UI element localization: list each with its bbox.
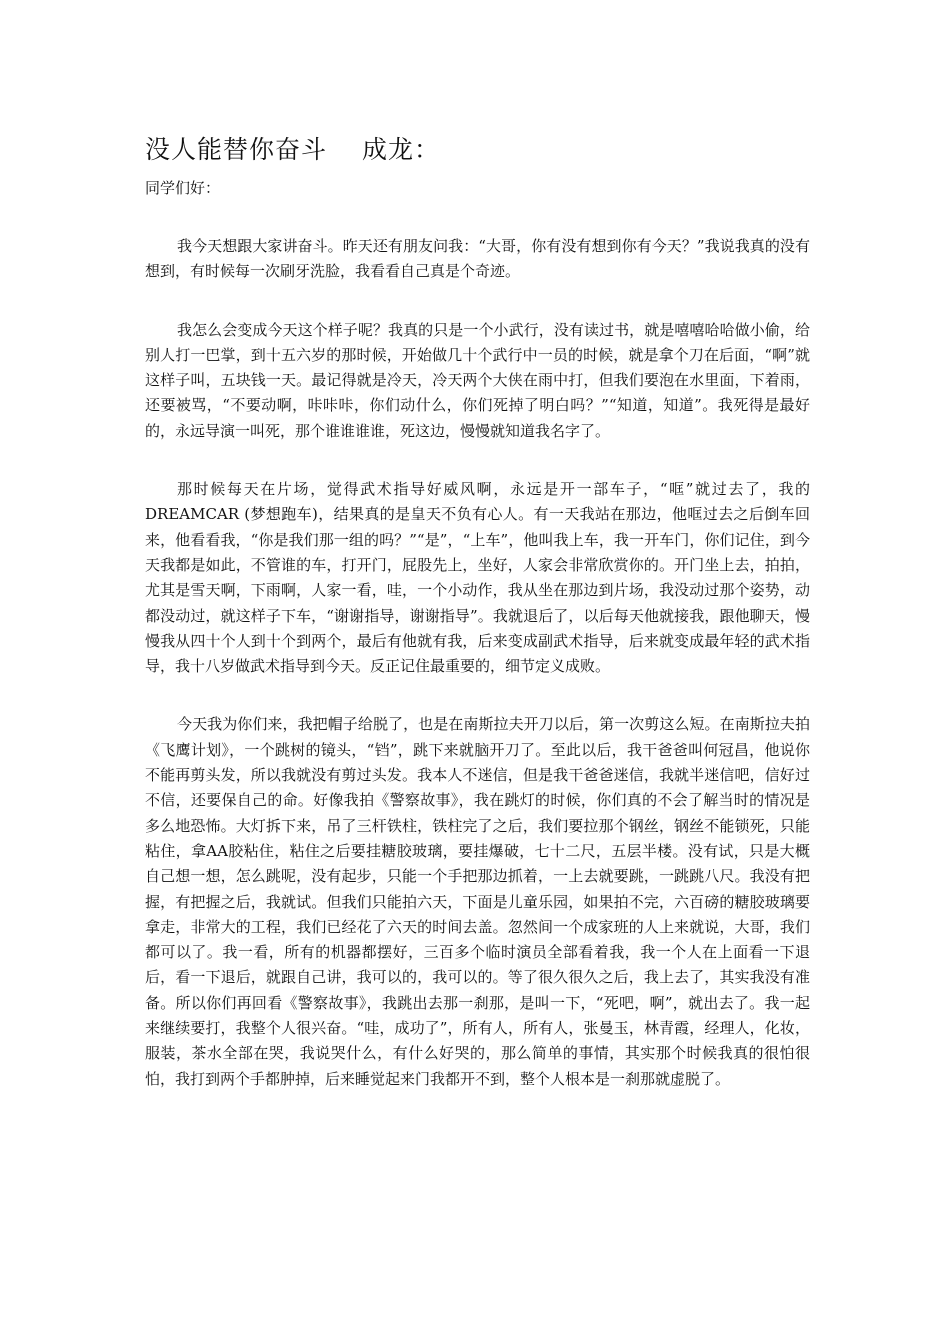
document-title: 没人能替你奋斗 成龙： xyxy=(145,135,440,164)
paragraph-2: 我怎么会变成今天这个样子呢？我真的只是一个小武行，没有读过书，就是嘻嘻哈哈做小偷，给别人打一巴掌，到十五六岁的那时候，开始做几十个武行中一员的时候，就是拿个刀在后面，“啊”就这样子叫，五块钱一天。最记得就是冷天，冷天两个大侠在雨中打，但我们要泡在水里面，下着雨，还要被骂，“不要动啊，咔咔咔，你们动什么，你们死掉了明白吗？”“知道，知道”。我死得是最好的，永远导演一叫死，那个谁谁谁谁，死这边，慢慢就知道我名字了。 xyxy=(145,320,810,440)
paragraph-4: 今天我为你们来，我把帽子给脱了，也是在南斯拉夫开刀以后，第一次剪这么短。在南斯拉夫拍《飞鹰计划》，一个跳树的镜头，“铛”，跳下来就脑开刀了。至此以后，我干爸爸叫何冠昌，他说你不能再剪头发，所以我就没有剪过头发。我本人不迷信，但是我干爸爸迷信，我就半迷信吧，信好过不信，还要保自己的命。好像我拍《警察故事》，我在跳灯的时候，你们真的不会了解当时的情况是多么地恐怖。大灯拆下来，吊了三杆铁柱，铁柱完了之后，我们要拉那个钢丝，钢丝不能锁死，只能粘住，拿AA胶粘住，粘住之后要挂糖胶玻璃，要挂爆破，七十二尺，五层半楼。没有试，只是大概自己想一想，怎么跳呢，没有起步，只能一个手把那边抓着，一上去就要跳，一跳跳八尺。我没有把握，有把握之后，我就试。但我们只能拍六天，下面是儿童乐园，如果拍不完，六百磅的糖胶玻璃要拿走，非常大的工程，我们已经花了六天的时间去盖。忽然间一个成家班的人上来就说，大哥，我们都可以了。我一看，所有的机器都摆好，三百多个临时演员全部看着我，我一个人在上面看一下退后，看一下退后，就跟自己讲，我可以的，我可以的。等了很久很久之后，我上去了，其实我没有准备。所以你们再回看《警察故事》，我跳出去那一刹那，是叫一下，“死吧，啊”，就出去了。我一起来继续要打，我整个人很兴奋。“哇，成功了”，所有人，所有人，张曼玉，林青霞，经理人，化妆，服装，茶水全部在哭，我说哭什么，有什么好哭的，那么简单的事情，其实那个时候我真的很怕很怕，我打到两个手都肿掉，后来睡觉起来门我都开不到，整个人根本是一刹那就虚脱了。 xyxy=(145,715,810,1088)
document-page xyxy=(145,130,810,1092)
paragraph-1: 我今天想跟大家讲奋斗。昨天还有朋友问我：“大哥，你有没有想到你有今天？”我说我真的没有想到，有时候每一次刷牙洗脸，我看看自己真是个奇迹。 xyxy=(145,237,810,281)
paragraph-3: 那时候每天在片场，觉得武术指导好威风啊，永远是开一部车子，“哐”就过去了，我的DREAMCAR (梦想跑车)，结果真的是皇天不负有心人。有一天我站在那边，他哐过去之后倒车回来，他看看我，“你是我们那一组的吗？”“是”，“上车”，他叫我上车，我一开车门，你们记住，到今天我都是如此，不管谁的车，打开门，屁股先上，坐好，人家会非常欣赏你的。开门坐上去，拍拍，尤其是雪天啊，下雨啊，人家一看，哇，一个小动作，我从坐在那边到片场，我没动过那个姿势，动都没动过，就这样子下车，“谢谢指导，谢谢指导”。我就退后了，以后每天他就接我，跟他聊天，慢慢我从四十个人到十个到两个，最后有他就有我，后来变成副武术指导，后来就变成最年轻的武术指导，我十八岁做武术指导到今天。反正记住最重要的，细节定义成败。 xyxy=(145,480,810,676)
salutation: 同学们好： xyxy=(145,179,221,197)
